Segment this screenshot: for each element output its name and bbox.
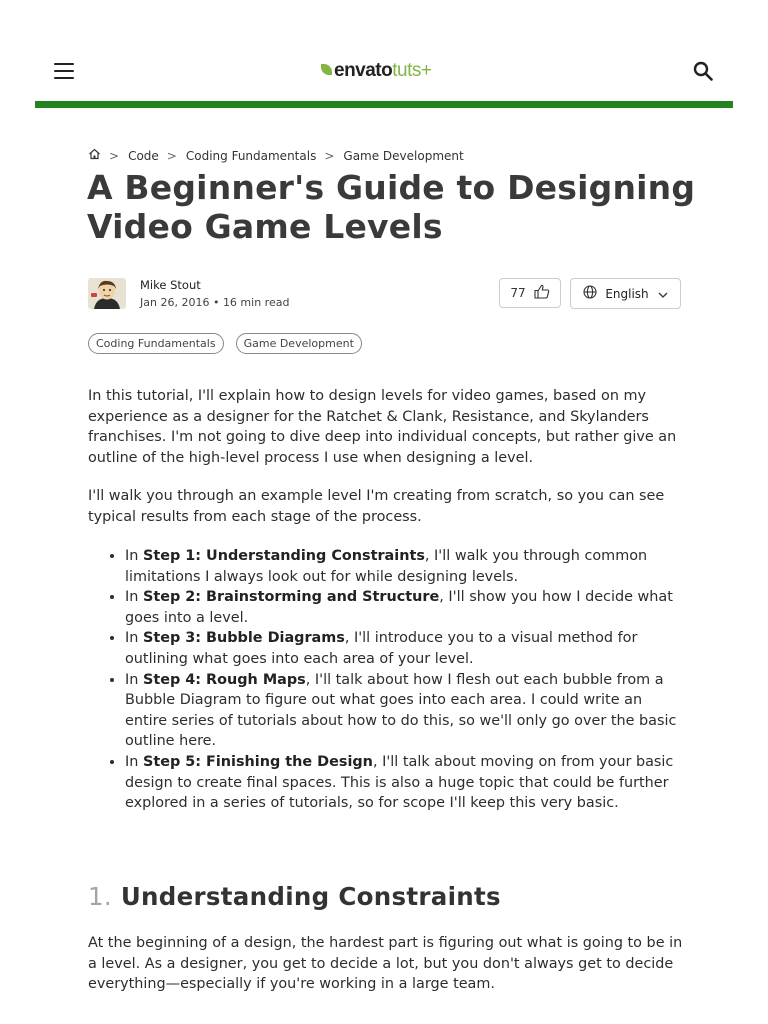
list-item: • In Step 3: Bubble Diagrams, I'll introduce you to a visual method for outlining what goes into each area of your level. xyxy=(125,628,688,669)
thumbs-up-icon xyxy=(526,284,550,302)
breadcrumb-item-game-development[interactable]: Game Development xyxy=(343,148,464,163)
article-title: A Beginner's Guide to Designing Video Game Levels xyxy=(87,168,696,246)
breadcrumb-item-code[interactable]: Code xyxy=(128,148,159,163)
article-tags xyxy=(88,333,374,354)
envato-leaf-icon xyxy=(321,64,332,75)
likes-count: 77 xyxy=(510,286,526,300)
chevron-down-icon xyxy=(658,287,668,301)
envato-tuts-logo[interactable]: envatotuts+ xyxy=(321,60,431,82)
author-name[interactable]: Mike Stout xyxy=(140,278,201,292)
list-item: • In Step 1: Understanding Constraints, I'll walk you through common limitations I always look out for while designing levels. xyxy=(125,546,688,587)
search-icon[interactable] xyxy=(693,61,713,85)
list-item: • In Step 5: Finishing the Design, I'll talk about moving on from your basic design to create final spaces. This is also a huge topic that could be further explored in a series of tutorials, so for scope I'll keep this very basic. xyxy=(125,752,688,814)
author-avatar[interactable] xyxy=(88,278,126,309)
breadcrumb-separator-icon: > xyxy=(324,148,335,163)
language-label: English xyxy=(605,286,649,301)
article-meta xyxy=(140,296,289,309)
language-selector[interactable] xyxy=(570,278,681,309)
tag-coding-fundamentals[interactable]: Coding Fundamentals xyxy=(88,333,224,354)
section-title: Understanding Constraints xyxy=(120,882,501,911)
list-item: • In Step 4: Rough Maps, I'll talk about how I flesh out each bubble from a Bubble Diagram to figure out what goes into each area. I could write an entire series of tutorials about how to do this, so we'll only go over the basic outline here. xyxy=(125,670,688,752)
home-icon[interactable] xyxy=(88,148,101,163)
breadcrumb-item-coding-fundamentals[interactable]: Coding Fundamentals xyxy=(185,148,317,163)
publish-date: Jan 26, 2016 xyxy=(140,296,210,309)
steps-list xyxy=(88,546,688,814)
section-heading xyxy=(88,882,501,911)
walkthrough-paragraph: I'll walk you through an example level I'm creating from scratch, so you can see typical results from each stage of the process. xyxy=(88,488,665,525)
intro-paragraph: In this tutorial, I'll explain how to design levels for video games, based on my experience as a designer for the Ratchet & Clank, Resistance, and Skylanders franchises. I'm not going to dive deep into individual concepts, but rather give an outline of the high-level process I use when designing a level. xyxy=(88,388,677,466)
meta-dot: • xyxy=(212,296,220,309)
tag-game-development[interactable]: Game Development xyxy=(236,333,362,354)
breadcrumb-separator-icon: > xyxy=(109,148,120,163)
site-header xyxy=(0,0,768,108)
globe-icon xyxy=(583,285,597,302)
author-info xyxy=(88,278,289,309)
section-number: 1. xyxy=(88,882,112,911)
breadcrumb xyxy=(88,148,464,163)
hamburger-menu-icon[interactable] xyxy=(54,63,74,79)
breadcrumb-separator-icon: > xyxy=(166,148,177,163)
read-time: 16 min read xyxy=(222,296,290,309)
section-paragraph: At the beginning of a design, the hardest part is figuring out what is going to be in a level. As a designer, you get to decide a lot, but you don't always get to decide everything—especially if you're working in a large team. xyxy=(88,935,683,993)
header-accent-bar xyxy=(35,101,733,108)
like-button[interactable] xyxy=(499,278,561,308)
list-item: • In Step 2: Brainstorming and Structure, I'll show you how I decide what goes into a level. xyxy=(125,587,688,628)
